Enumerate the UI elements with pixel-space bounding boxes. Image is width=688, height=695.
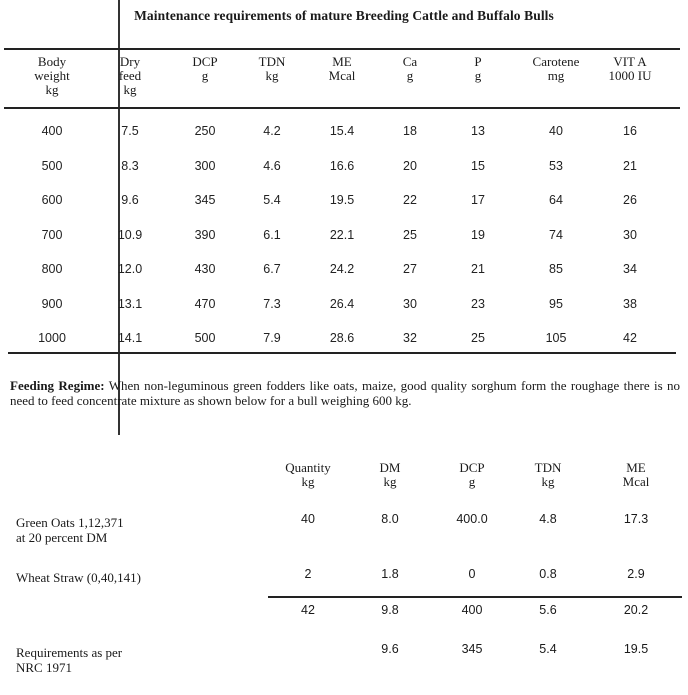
table2-column-header: [508, 461, 588, 489]
table1-cell: 26.4: [329, 296, 355, 311]
header-line: Body: [37, 54, 67, 69]
table1-cell: 21: [471, 262, 485, 276]
header-line: feed: [118, 68, 142, 83]
table1-cell: 800: [41, 262, 63, 276]
label-line: at 20 percent DM: [16, 530, 108, 545]
table1-cell: 12.0: [117, 262, 143, 276]
table2-row-label: [16, 645, 122, 675]
table2-row-label: [16, 570, 141, 585]
header-line: g: [201, 68, 209, 83]
table1-title: Maintenance requirements of mature Breeding Cattle and Buffalo Bulls: [134, 8, 554, 23]
header-line: DCP: [459, 460, 485, 475]
table1-cell: 500: [41, 158, 63, 173]
table2-column-header: [350, 461, 430, 489]
table1-column-header: [595, 55, 665, 83]
table2-column-header: [596, 461, 676, 489]
table2-cell: 9.6: [381, 642, 399, 656]
table1-column-header: [458, 55, 498, 83]
table1-column-header: [385, 55, 435, 83]
table1-cell: 16: [623, 124, 637, 138]
table1-cell: 38: [623, 296, 637, 311]
table1-cell: 13: [471, 124, 485, 138]
table1-cell: 430: [194, 262, 216, 276]
table1-cell: 30: [403, 296, 417, 311]
table1-cell: 600: [41, 193, 63, 207]
table1-cell: 4.2: [263, 124, 281, 138]
table2-total-rule: [268, 596, 682, 598]
table1-cell: 27: [403, 262, 417, 276]
table2-cell: 19.5: [623, 642, 649, 656]
header-line: DCP: [192, 54, 218, 69]
feeding-regime-paragraph: [10, 379, 680, 408]
header-line: ME: [332, 54, 352, 69]
table1-cell: 500: [194, 331, 216, 345]
table1-cell: 30: [623, 227, 637, 242]
table1-column-header: [175, 55, 235, 83]
table1-column-header: [242, 55, 302, 83]
table2-cell: 20.2: [623, 603, 649, 617]
table1-cell: 105: [545, 331, 567, 345]
table2-cell: 0.8: [539, 567, 557, 581]
label-line: Green Oats 1,12,371: [16, 515, 124, 530]
table1-cell: 53: [549, 158, 563, 173]
header-line: kg: [123, 82, 137, 97]
table2-cell: 400: [461, 603, 483, 617]
label-line: Requirements as per: [16, 645, 123, 660]
table2-cell: 2.9: [627, 567, 645, 581]
header-line: TDN: [258, 54, 286, 69]
header-line: TDN: [534, 460, 562, 475]
paragraph-text: When non-leguminous green fodders like oats, maize, good quality sorghum form the roughage there is no need to feed concentrate mixture as shown below for a bull weighing 600 kg.: [10, 378, 680, 408]
table1-cell: 14.1: [117, 331, 143, 345]
table1-cell: 400: [41, 124, 63, 138]
table1-cell: 42: [623, 331, 637, 345]
table1-cell: 18: [403, 124, 417, 138]
table1-cell: 19: [471, 227, 485, 242]
table1-cell: 28.6: [329, 331, 355, 345]
table1-column-header: [17, 55, 87, 97]
table2-cell: 1.8: [381, 567, 399, 581]
table1-cell: 34: [623, 262, 637, 276]
table1-cell: 1000: [38, 331, 66, 345]
table2-row-label: [16, 515, 124, 545]
header-line: kg: [541, 474, 555, 489]
table1-cell: 16.6: [329, 158, 355, 173]
header-line: Ca: [402, 54, 418, 69]
table1-cell: 25: [471, 331, 485, 345]
table2-cell: 5.6: [539, 603, 557, 617]
table1-cell: 15.4: [329, 124, 355, 138]
table2-cell: 17.3: [623, 512, 649, 526]
table1-cell: 32: [403, 331, 417, 345]
table1-cell: 20: [403, 158, 417, 173]
table1-cell: 470: [194, 296, 216, 311]
table2-column-header: [268, 461, 348, 489]
header-line: ME: [626, 460, 646, 475]
table2-cell: 0: [468, 567, 476, 581]
header-line: Mcal: [328, 68, 356, 83]
table1-cell: 700: [41, 227, 63, 242]
header-line: P: [474, 54, 482, 69]
header-line: g: [474, 68, 482, 83]
table1-cell: 250: [194, 124, 216, 138]
table1-cell: 40: [549, 124, 563, 138]
table1-cell: 74: [549, 227, 563, 242]
table1-cell: 6.7: [263, 262, 281, 276]
table2-cell: 42: [301, 603, 315, 617]
table1-cell: 19.5: [329, 193, 355, 207]
table2-cell: 9.8: [381, 603, 399, 617]
table2-cell: 4.8: [539, 512, 557, 526]
header-line: DM: [379, 460, 401, 475]
header-line: kg: [301, 474, 315, 489]
table1-cell: 24.2: [329, 262, 355, 276]
table1-cell: 22: [403, 193, 417, 207]
table1-cell: 10.9: [117, 227, 143, 242]
header-line: Dry: [119, 54, 141, 69]
header-line: kg: [45, 82, 59, 97]
table1-cell: 26: [623, 193, 637, 207]
header-line: kg: [383, 474, 397, 489]
table1-cell: 7.3: [263, 296, 281, 311]
table1-cell: 345: [194, 193, 216, 207]
label-line: NRC 1971: [16, 660, 72, 675]
table1-cell: 8.3: [121, 158, 139, 173]
table2-cell: 345: [461, 642, 483, 656]
table1-cell: 17: [471, 193, 485, 207]
header-line: Quantity: [285, 460, 331, 475]
table2-cell: 2: [304, 567, 312, 581]
table1-column-header: [100, 55, 160, 97]
table1-cell: 300: [194, 158, 216, 173]
table1-cell: 22.1: [329, 227, 355, 242]
table1-cell: 85: [549, 262, 563, 276]
table1-cell: 6.1: [263, 227, 281, 242]
table1-cell: 25: [403, 227, 417, 242]
table1-cell: 900: [41, 296, 63, 311]
table1-top-rule: [4, 48, 680, 50]
header-line: mg: [547, 68, 565, 83]
table1-column-header: [516, 55, 596, 83]
table1-cell: 64: [549, 193, 563, 207]
table1-cell: 13.1: [117, 296, 143, 311]
table1-cell: 95: [549, 296, 563, 311]
table2-cell: 5.4: [539, 642, 557, 656]
table1-cell: 7.9: [263, 331, 281, 345]
table2-cell: 400.0: [456, 512, 488, 526]
table1-cell: 21: [623, 158, 637, 173]
table1-cell: 23: [471, 296, 485, 311]
header-line: g: [406, 68, 414, 83]
header-line: Mcal: [622, 474, 650, 489]
table2-column-header: [432, 461, 512, 489]
table2-cell: 8.0: [381, 512, 399, 526]
paragraph-lead: Feeding Regime:: [10, 378, 105, 393]
label-line: Wheat Straw (0,40,141): [16, 570, 141, 585]
table1-header-rule: [4, 107, 680, 109]
header-line: kg: [265, 68, 279, 83]
header-line: Carotene: [532, 54, 580, 69]
header-line: g: [468, 474, 476, 489]
table1-cell: 15: [471, 158, 485, 173]
header-line: VIT A: [613, 54, 647, 69]
table1-column-header: [312, 55, 372, 83]
table1-cell: 7.5: [121, 124, 139, 138]
table1-cell: 4.6: [263, 158, 281, 173]
table1-bottom-rule: [8, 352, 676, 354]
header-line: weight: [34, 68, 70, 83]
table1-cell: 390: [194, 227, 216, 242]
table1-cell: 5.4: [263, 193, 281, 207]
table1-cell: 9.6: [121, 193, 139, 207]
table2-cell: 40: [301, 512, 315, 526]
header-line: 1000 IU: [608, 68, 652, 83]
